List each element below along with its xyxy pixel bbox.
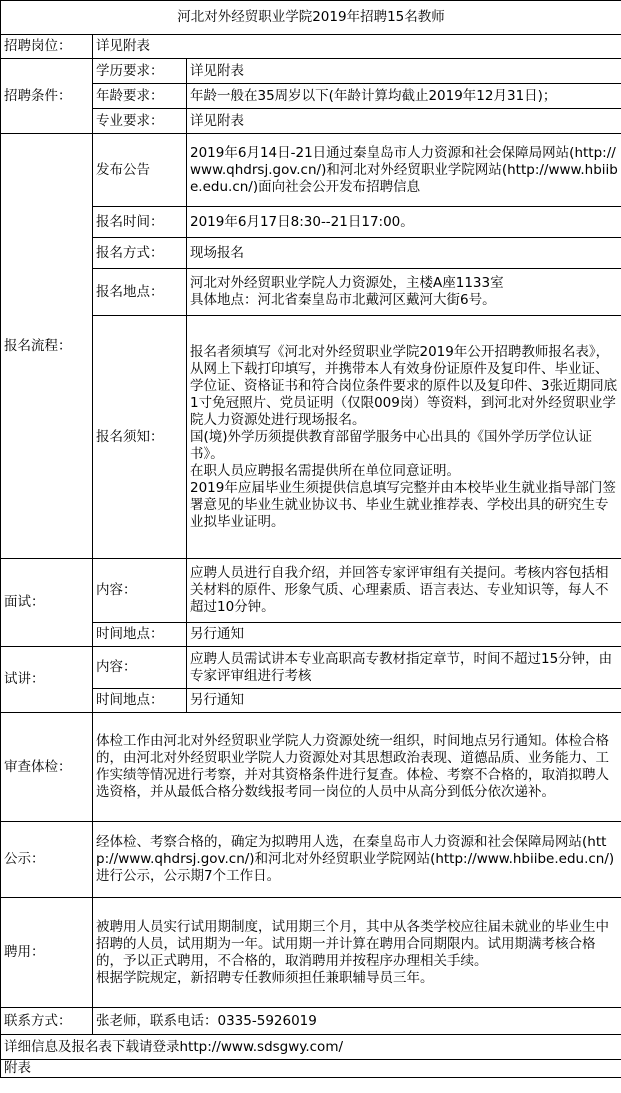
interview-content-label: 内容： (93, 559, 187, 623)
hiring-value: 被聘用人员实行试用期制度，试用期三个月，其中从各类学校应往届未就业的毕业生中招聘的人员，试用期为一年。试用期一并计算在聘用合同期限内。试用期满考核合格的，予以正式聘用，不合格的，取消聘用并按程序办理相关手续。 根据学院规定，新招聘专任教师须担任兼职辅导员三年。 (93, 898, 621, 1008)
lecture-content-label: 内容： (93, 647, 187, 689)
registration-method-value: 现场报名 (187, 238, 621, 269)
interview-label: 面试： (1, 559, 93, 647)
age-label: 年龄要求： (93, 84, 187, 109)
publicity-label: 公示： (1, 822, 93, 898)
page-title: 河北对外经贸职业学院2019年招聘15名教师 (1, 1, 621, 35)
announcement-label: 发布公告 (93, 134, 187, 207)
position-label: 招聘岗位： (1, 35, 93, 59)
registration-place-label: 报名地点： (93, 269, 187, 316)
registration-notice-value: 报名者须填写《河北对外经贸职业学院2019年公开招聘教师报名表》，从网上下载打印填写，并携带本人有效身份证原件及复印件、毕业证、学位证、资格证书和符合岗位条件要求的原件以及复印件、3张近期同底1寸免冠照片、党员证明（仅限009岗）等资料，到河北对外经贸职业学院人力资源处进行现场报名。 国(境)外学历须提供教育部留学服务中心出具的《国外学历学位认证书》。 在职人员应聘报名需提供所在单位同意证明。 2019年应届毕业生须提供信息填写完整并由本校毕业生就业指导部门签署意见的毕业生就业协议书、毕业生就业推荐表、学校出具的研究生专业拟毕业证明。 (187, 316, 621, 559)
registration-time-label: 报名时间： (93, 207, 187, 238)
conditions-label: 招聘条件： (1, 59, 93, 134)
education-value: 详见附表 (187, 59, 621, 84)
lecture-content-value: 应聘人员需试讲本专业高职高专教材指定章节，时间不超过15分钟，由专家评审组进行考核 (187, 647, 621, 689)
review-value: 体检工作由河北对外经贸职业学院人力资源处统一组织，时间地点另行通知。体检合格的，由河北对外经贸职业学院人力资源处对其思想政治表现、道德品质、业务能力、工作实绩等情况进行考察，并对其资格条件进行复查。体检、考察不合格的，取消拟聘人选资格，并从最低合格分数线报考同一岗位的人员中从高分到低分依次递补。 (93, 713, 621, 822)
interview-time-value: 另行通知 (187, 623, 621, 647)
education-label: 学历要求： (93, 59, 187, 84)
interview-content-value: 应聘人员进行自我介绍，并回答专家评审组有关提问。考核内容包括相关材料的原件、形象气质、心理素质、语言表达、专业知识等，每人不超过10分钟。 (187, 559, 621, 623)
major-value: 详见附表 (187, 109, 621, 134)
lecture-time-label: 时间地点： (93, 689, 187, 713)
lecture-label: 试讲： (1, 647, 93, 713)
age-value: 年龄一般在35周岁以下(年龄计算均截止2019年12月31日)； (187, 84, 621, 109)
contact-label: 联系方式： (1, 1008, 93, 1035)
interview-time-label: 时间地点： (93, 623, 187, 647)
contact-value: 张老师，联系电话：0335-5926019 (93, 1008, 621, 1035)
hiring-label: 聘用： (1, 898, 93, 1008)
registration-time-value: 2019年6月17日8:30--21日17:00。 (187, 207, 621, 238)
registration-method-label: 报名方式： (93, 238, 187, 269)
review-label: 审查体检： (1, 713, 93, 822)
publicity-value: 经体检、考察合格的，确定为拟聘用人选，在秦皇岛市人力资源和社会保障局网站(http://www.qhdrsj.gov.cn/)和河北对外经贸职业学院网站(http://www.hbiibe.edu.cn/)进行公示，公示期7个工作日。 (93, 822, 621, 898)
announcement-value: 2019年6月14日-21日通过秦皇岛市人力资源和社会保障局网站(http://www.qhdrsj.gov.cn/)和河北对外经贸职业学院网站(http://www.hbiibe.edu.cn/)面向社会公开发布招聘信息 (187, 134, 621, 207)
registration-place-value: 河北对外经贸职业学院人力资源处，主楼A座1133室 具体地点：河北省秦皇岛市北戴河区戴河大街6号。 (187, 269, 621, 316)
position-value: 详见附表 (93, 35, 621, 59)
process-label: 报名流程： (1, 134, 93, 559)
lecture-time-value: 另行通知 (187, 689, 621, 713)
appendix-label: 附表 (1, 1060, 621, 1078)
download-info: 详细信息及报名表下载请登录http://www.sdsgwy.com/ (1, 1035, 621, 1060)
registration-notice-label: 报名须知： (93, 316, 187, 559)
major-label: 专业要求： (93, 109, 187, 134)
